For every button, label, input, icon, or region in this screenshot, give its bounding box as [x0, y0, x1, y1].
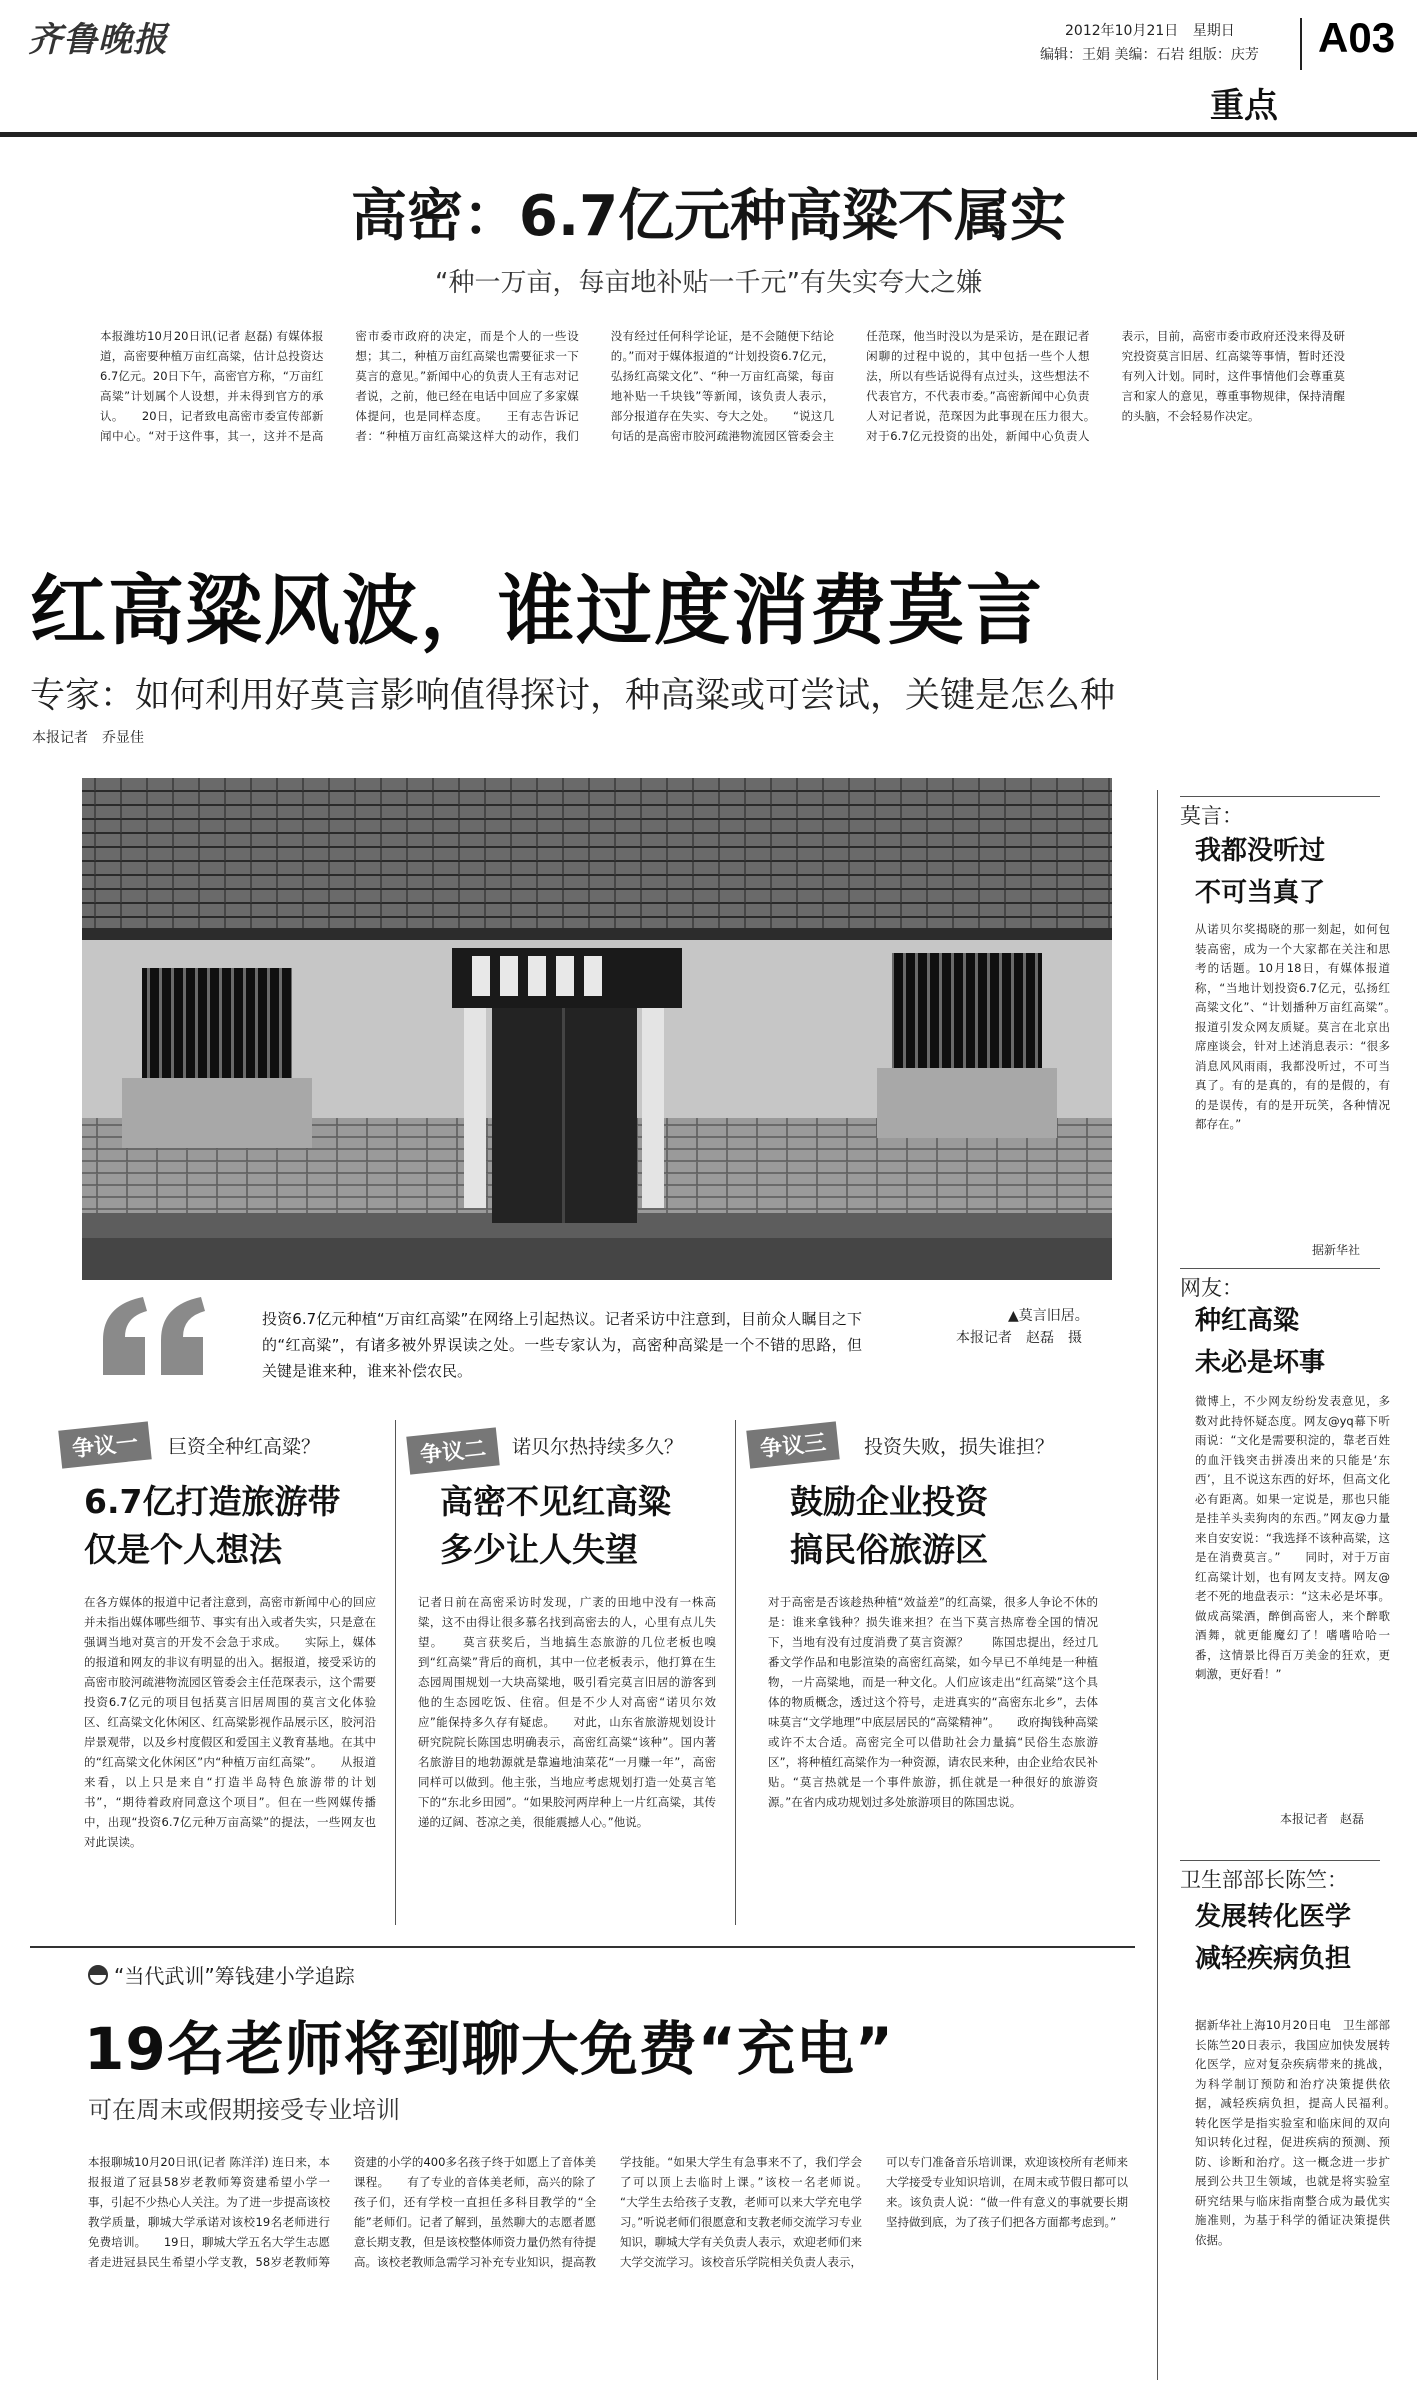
debate1-headline: [84, 1478, 340, 1574]
debate3-headline: [790, 1478, 988, 1574]
masthead-rule: [0, 132, 1417, 137]
story3-kicker: [88, 1960, 355, 1989]
debate2-headline: [440, 1478, 671, 1574]
photo-caption-line1: ▲莫言旧居。: [1008, 1308, 1089, 1324]
sidebar3-headline-line2: 减轻疾病负担: [1195, 1944, 1352, 1974]
debate1-headline-line2: 仅是个人想法: [84, 1530, 282, 1569]
debate2-headline-line2: 多少让人失望: [440, 1530, 638, 1569]
sidebar2-headline-line1: 种红高粱: [1195, 1306, 1300, 1336]
masthead-divider: [1300, 18, 1302, 70]
debate1-headline-line1: 6.7亿打造旅游带: [84, 1482, 341, 1521]
debate3-tag: 争议三: [746, 1421, 839, 1468]
photo-caption: [956, 1305, 1138, 1349]
sidebar3-label: 卫生部部长陈竺：: [1180, 1868, 1348, 1892]
sidebar1-body: 从诺贝尔奖揭晓的那一刻起，如何包装高密，成为一个大家都在关注和思考的话题。10月18日，有媒体报道称，“当地计划投资6.7亿元，弘扬红高粱文化”、“计划播种万亩红高粱”。 报道引发众网友质疑。莫言在北京出席座谈会，针对上述消息表示：“很多消息风风雨雨，我都没听过，不可当真了。有的是真的，有的是假的，有的是误传，有的是开玩笑，各种情况都存在。”: [1195, 922, 1413, 1131]
sidebar1-label: 莫言：: [1180, 804, 1243, 828]
house-photo-drawing: [82, 778, 1112, 1280]
story3-subtitle: 可在周末或假期接受专业培训: [88, 2096, 400, 2124]
quote-mark-icon: [95, 1285, 215, 1385]
debate2-tag: 争议二: [406, 1427, 499, 1474]
debate3-body: 对于高密是否该趁热种植“效益差”的红高粱，很多人争论不休的是：谁来拿钱种？损失谁来担？在当下莫言热席卷全国的情况下，当地有没有过度消费了莫言资源？ 陈国忠提出，经过几番文学作品和电影渲染的高密红高粱，如今早已不单纯是一种植物，一片高粱地，而是一种文化。人们应该走出“红高粱”这个具体的物质概念，透过这个符号，走进真实的“高密东北乡”，去体味莫言“文学地理”中底层居民的“高粱精神”。 政府掏钱种高粱或许不太合适。高密完全可以借助社会力量搞“民俗生态旅游区”，将种植红高粱作为一种资源，请农民来种，由企业给农民补贴。“莫言热就是一个事件旅游，抓住就是一种很好的旅游资源。”在省内成功规划过多处旅游项目的陈国忠说。: [768, 1595, 1098, 1809]
story2-title: 红高粱风波，谁过度消费莫言: [30, 566, 1044, 655]
sidebar3-body: 据新华社上海10月20日电 卫生部部长陈竺20日表示，我国应加快发展转化医学，应对复杂疾病带来的挑战，为科学制订预防和治疗决策提供依据，减轻疾病负担，提高人民福利。 转化医学是指实验室和临床间的双向知识转化过程，促进疾病的预测、预防、诊断和治疗。这一概念进一步扩展到公共卫生领域，也就是将实验室研究结果与临床指南整合成为最优实施准则，为基于科学的循证决策提供依据。: [1195, 2018, 1413, 2247]
debate1-body: 在各方媒体的报道中记者注意到，高密市新闻中心的回应并未指出媒体哪些细节、事实有出入或者失实，只是意在强调当地对莫言的开发不会急于求成。 实际上，媒体的报道和网友的非议有明显的出入。据报道，接受采访的高密市胶河疏港物流园区管委会主任范琛表示，这个需要投资6.7亿元的项目包括莫言旧居周围的莫言文化体验区、红高粱文化休闲区、红高粱影视作品展示区，胶河沿岸景观带，以及乡村度假区和爱国主义教育基地。在其中的“红高粱文化休闲区”内“种植万亩红高粱”。 从报道来看，以上只是来自“打造半岛特色旅游带的计划书”，“期待着政府同意这个项目”。但在一些网媒传播中，出现“投资6.7亿元种万亩高粱”的提法，一些网友也对此误读。: [84, 1595, 376, 1849]
story1-body: 本报潍坊10月20日讯(记者 赵磊) 有媒体报道，高密要种植万亩红高粱，估计总投资达6.7亿元。20日下午，高密官方称，“万亩红高粱”计划属个人设想，并未得到官方的承认。 20日，记者致电高密市委宣传部新闻中心。“对于这件事，其一，这并不是高密市委市政府的决定，而是个人的一些设想；其二，种植万亩红高粱也需要征求一下莫言的意见。”新闻中心的负责人王有志对记者说，之前，他已经在电话中回应了多家媒体提问，也是同样态度。 王有志告诉记者：“种植万亩红高粱这样大的动作，我们没有经过任何科学论证，是不会随便下结论的。”而对于媒体报道的“计划投资6.7亿元，弘扬红高粱文化”、“种一万亩红高粱，每亩地补贴一千块钱”等新闻，该负责人表示，部分报道存在失实、夸大之处。 “说这几句话的是高密市胶河疏港物流园区管委会主任范琛，他当时没以为是采访，是在跟记者闲聊的过程中说的，其中包括一些个人想法，所以有些话说得有点过头，这些想法不代表官方，不代表市委。”高密新闻中心负责人对记者说，范琛因为此事现在压力很大。 对于6.7亿元投资的出处，新闻中心负责人表示，目前，高密市委市政府还没来得及研究投资莫言旧居、红高粱等事情，暂时还没有列入计划。同时，这件事情他们会尊重莫言和家人的意见，尊重事物规律，保持清醒的头脑，不会轻易作决定。: [100, 329, 1345, 443]
story3-kicker-text: “当代武训”筹钱建小学追踪: [114, 1964, 355, 1988]
sidebar2-body: 微博上，不少网友纷纷发表意见，多数对此持怀疑态度。网友@yq幕下听雨说：“文化是需要积淀的，靠老百姓的血汗钱突击拼凑出来的只能是‘东西’，且不说这东西的好坏，但高文化必有距离。如果一定说是，那也只能是挂羊头卖狗肉的东西。”网友@力量来自安安说：“我选择不该种高粱，这是在消费莫言。” 同时，对于万亩红高粱计划，也有网友支持。网友@老不死的地盘表示：“这未必是坏事。做成高粱酒，醉倒高密人，来个醉歌酒舞，就更能魔幻了！嗜嗜哈哈一番，这情景比得百万美金的狂欢，更刺激，更好看！”: [1195, 1394, 1390, 1681]
sidebar2-credit: 本报记者 赵磊: [1280, 1812, 1365, 1826]
story3-title: 19名老师将到聊大免费“充电”: [84, 2015, 894, 2083]
debate3-headline-line1: 鼓励企业投资: [790, 1482, 988, 1521]
sidebar3-headline-line1: 发展转化医学: [1195, 1902, 1352, 1932]
story2-byline: 本报记者 乔显佳: [32, 730, 144, 746]
sidebar1-headline: [1195, 830, 1325, 914]
sidebar1-headline-line2: 不可当真了: [1195, 878, 1326, 908]
story3-body: 本报聊城10月20日讯(记者 陈洋洋) 连日来，本报报道了冠县58岁老教师筹资建希望小学一事，引起不少热心人关注。为了进一步提高该校教学质量，聊城大学承诺对该校19名老师进行免费培训。 19日，聊城大学五名大学生志愿者走进冠县民生希望小学支教，58岁老教师筹资建的小学的400多名孩子终于如愿上了音体美课程。 有了专业的音体美老师，高兴的除了孩子们，还有学校一直担任多科目教学的“全能”老师们。记者了解到，虽然聊大的志愿者愿意长期支教，但是该校整体师资力量仍然有待提高。该校老教师急需学习补充专业知识，提高教学技能。“如果大学生有急事来不了，我们学会了可以顶上去临时上课。”该校一名老师说。 “大学生去给孩子支教，老师可以来大学充电学习。”听说老师们很愿意和支教老师交流学习专业知识，聊城大学有关负责人表示，欢迎老师们来大学交流学习。该校音乐学院相关负责人表示，可以专门准备音乐培训课，欢迎该校所有老师来大学接受专业知识培训，在周末或节假日都可以来。该负责人说：“做一件有意义的事就要长期坚持做到底，为了孩子们把各方面都考虑到。”: [88, 2155, 1128, 2269]
sidebar2-label: 网友：: [1180, 1276, 1243, 1300]
editor-credits: 编辑：王娟 美编：石岩 组版：庆芳: [1040, 47, 1259, 63]
debate2-question: 诺贝尔热持续多久？: [512, 1436, 684, 1458]
kicker-bullet-icon: [88, 1965, 108, 1985]
story3-top-rule: [30, 1946, 1135, 1948]
page-number: A03: [1318, 14, 1396, 61]
section-label: 重点: [1210, 86, 1278, 126]
debate2-body: 记者日前在高密采访时发现，广袤的田地中没有一株高粱，这不由得让很多慕名找到高密去的人，心里有点儿失望。 莫言获奖后，当地搞生态旅游的几位老板也嗅到“红高粱”背后的商机，其中一位老板表示，他打算在生态园周围规划一大块高粱地，吸引看完莫言旧居的游客到他的生态园吃饭、住宿。但是不少人对高密“诺贝尔效应”能保持多久存有疑虑。 对此，山东省旅游规划设计研究院院长陈国忠明确表示，高密红高粱“该种”。国内著名旅游目的地勃源就是靠遍地油菜花“一月赚一年”，高密同样可以做到。他主张，当地应考虑规划打造一处莫言笔下的“东北乡田园”。“如果胶河两岸种上一片红高粱，其传递的辽阔、苍凉之美，很能震撼人心。”他说。: [418, 1595, 716, 1829]
debate1-question: 巨资全种红高粱？: [168, 1436, 321, 1458]
debate3-headline-line2: 搞民俗旅游区: [790, 1530, 988, 1569]
issue-date: [1065, 20, 1235, 40]
debate2-headline-line1: 高密不见红高粱: [440, 1482, 671, 1521]
story1-title: 高密：6.7亿元种高粱不属实: [350, 184, 1067, 249]
debate-divider-1: [395, 1420, 396, 1925]
sidebar1-rule: [1180, 796, 1380, 797]
house-photo: [82, 778, 1112, 1280]
debate1-tag: 争议一: [58, 1421, 151, 1468]
paper-logo: 齐鲁晚报: [28, 20, 168, 60]
date-text: 2012年10月21日: [1065, 23, 1179, 39]
sidebar2-rule: [1180, 1268, 1380, 1269]
sidebar2-headline-line2: 未必是坏事: [1195, 1348, 1326, 1378]
sidebar2-headline: [1195, 1300, 1325, 1384]
story1-subtitle: “种一万亩，每亩地补贴一千元”有失实夸大之嫌: [435, 268, 982, 298]
story2-lead: 投资6.7亿元种植“万亩红高粱”在网络上引起热议。记者采访中注意到，目前众人瞩目之下的“红高粱”，有诸多被外界误读之处。一些专家认为，高密种高粱是一个不错的思路，但关键是谁来种，谁来补偿农民。: [262, 1310, 862, 1380]
sidebar3-headline: [1195, 1896, 1351, 1980]
sidebar-divider: [1157, 790, 1158, 2380]
sidebar1-headline-line1: 我都没听过: [1195, 836, 1326, 866]
debate3-question: 投资失败，损失谁担？: [864, 1436, 1055, 1458]
sidebar3-rule: [1180, 1860, 1380, 1861]
photo-caption-line2: 本报记者 赵磊 摄: [956, 1330, 1082, 1346]
weekday-text: 星期日: [1192, 23, 1235, 39]
story2-subtitle: 专家：如何利用好莫言影响值得探讨，种高粱或可尝试，关键是怎么种: [30, 676, 1116, 716]
debate-divider-2: [735, 1420, 736, 1925]
sidebar1-credit: 据新华社: [1312, 1243, 1361, 1257]
